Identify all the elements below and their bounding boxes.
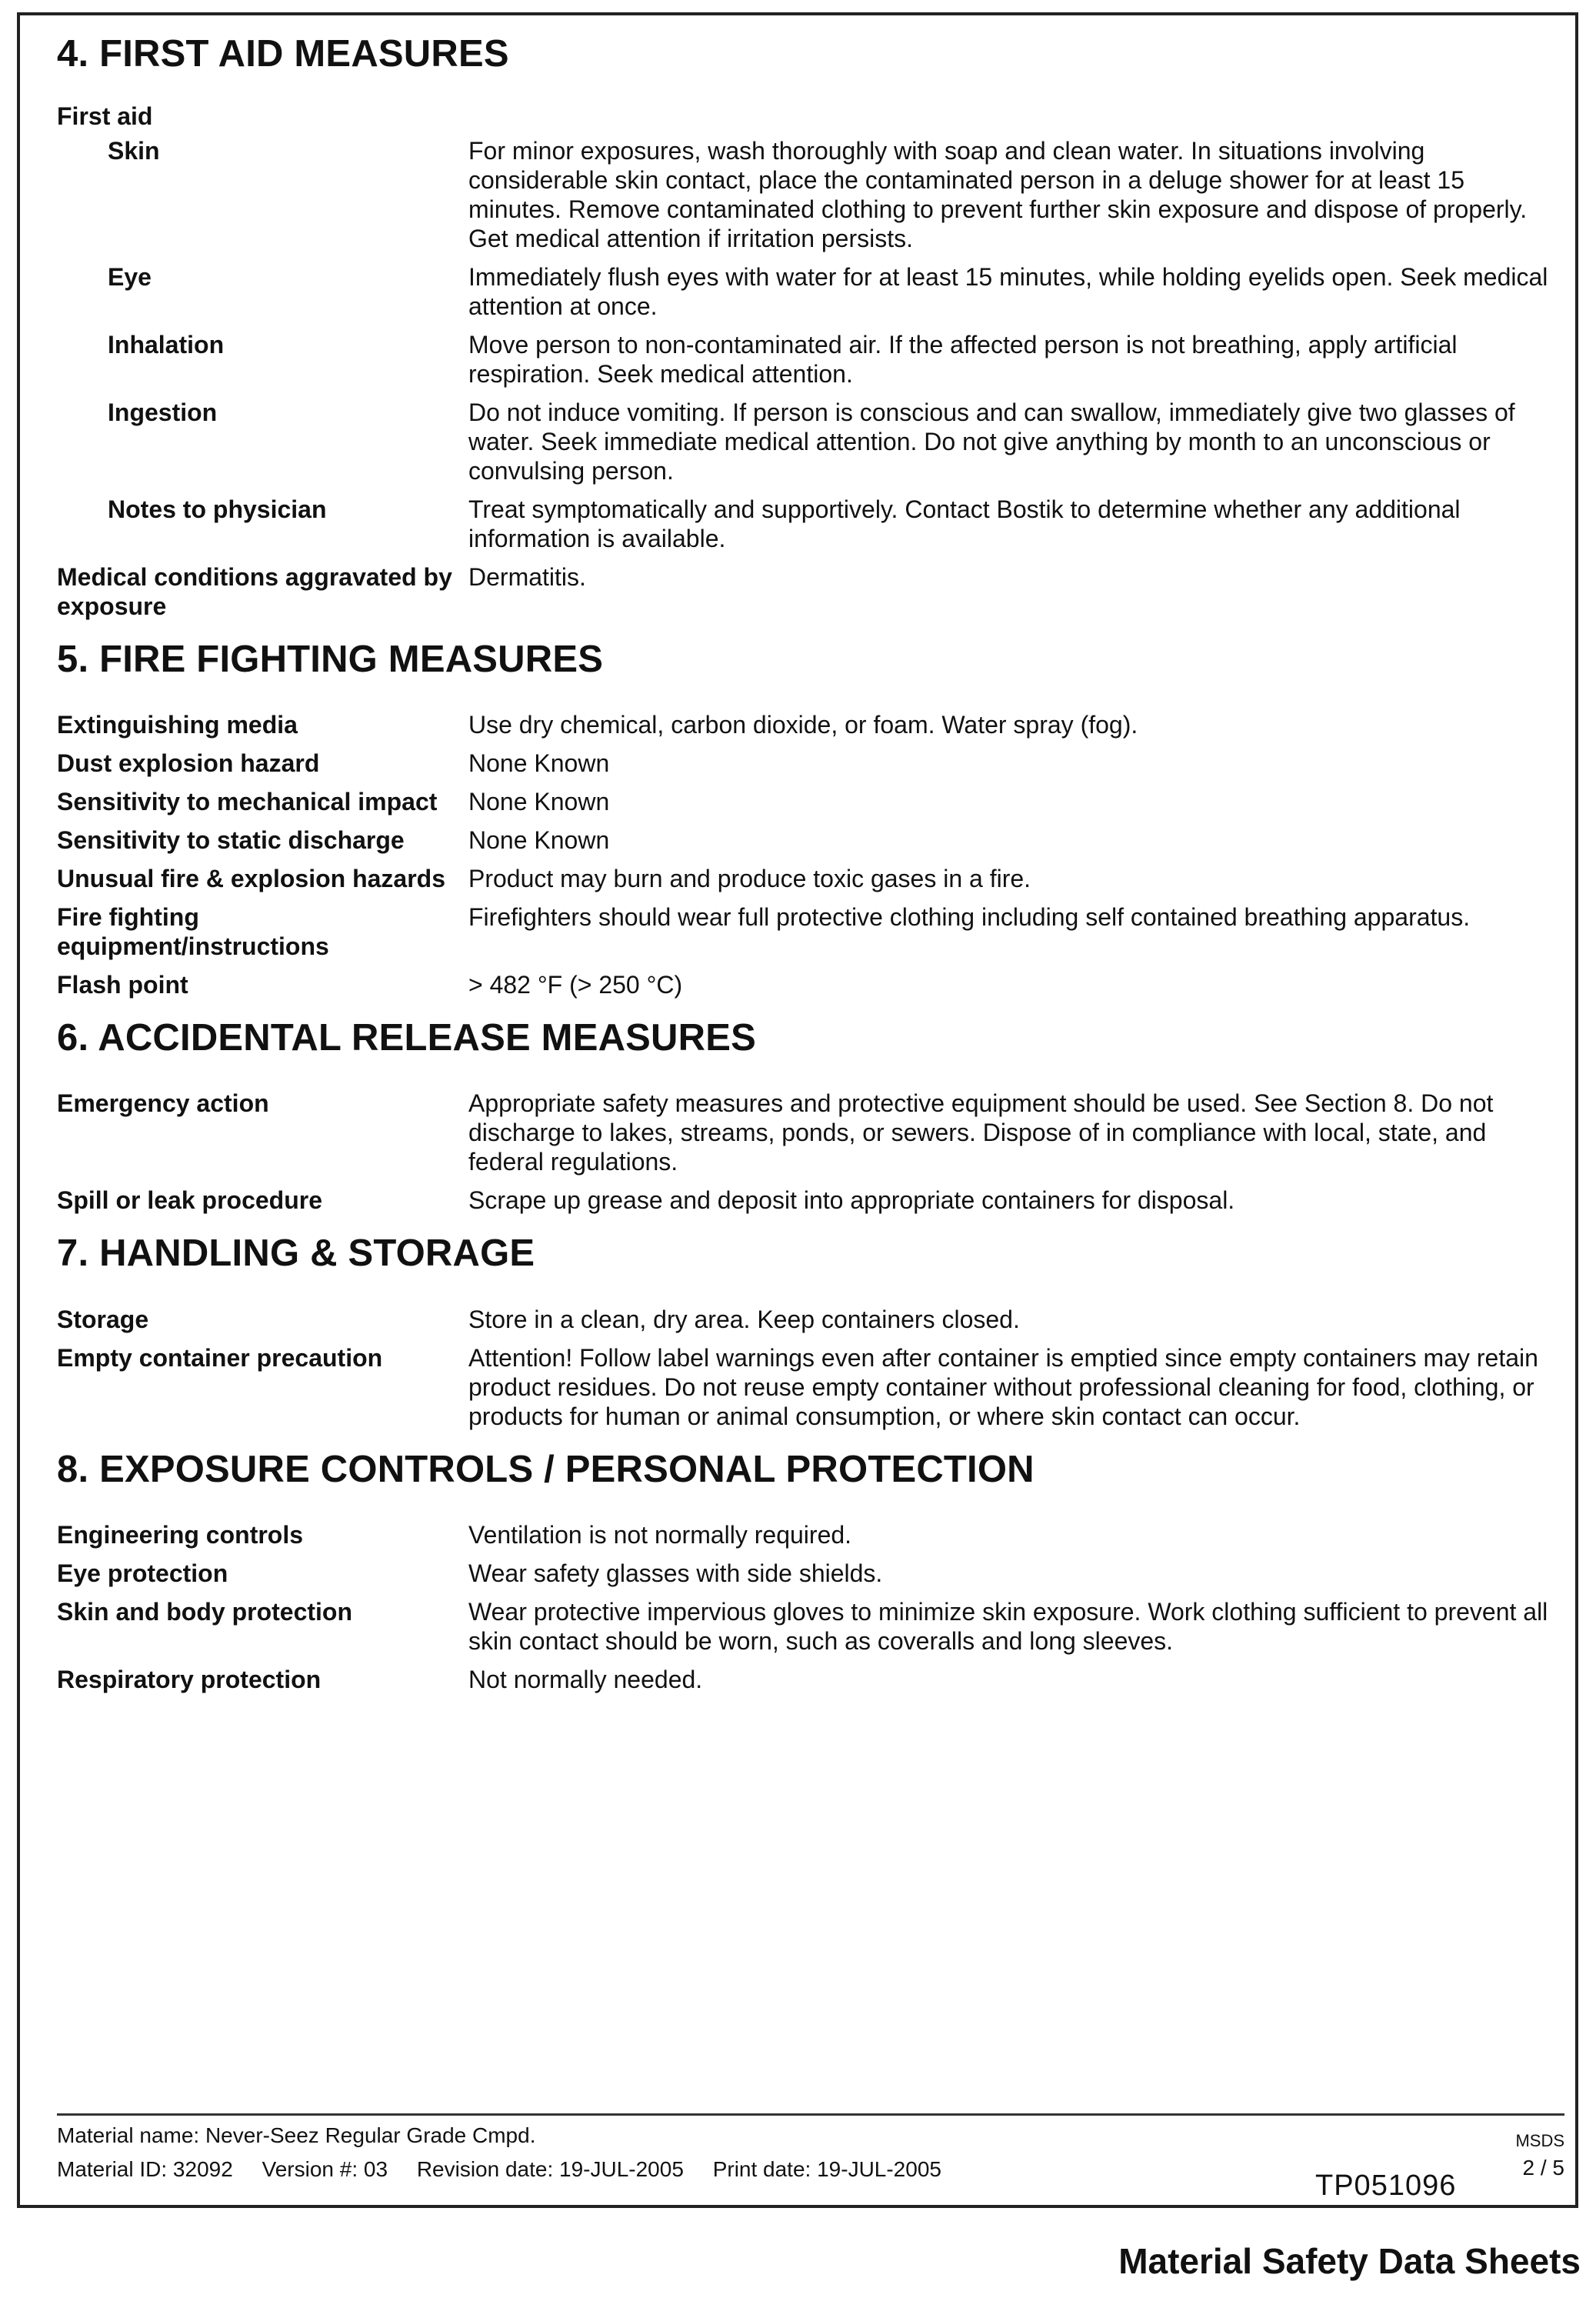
section-accidental-release [57,1016,1564,1215]
row-value: Use dry chemical, carbon dioxide, or foam. Water spray (fog). [468,711,1138,739]
row-label: Storage [57,1305,149,1333]
row-value: None Known [468,826,610,855]
row-label: Empty container precaution [57,1343,383,1372]
row-value: Ventilation is not normally required. [468,1521,852,1549]
document-title: Material Safety Data Sheets [1118,2241,1581,2281]
row-value: Store in a clean, dry area. Keep containers closed. [468,1305,1020,1333]
footer-material-name: Material name: Never-Seez Regular Grade Cmpd. [57,2123,536,2147]
first-aid-row-skin [57,136,1564,253]
row-value: Dermatitis. [468,562,586,591]
row-value: Scrape up grease and deposit into appropriate containers for disposal. [468,1186,1235,1215]
row-value: Move person to non-contaminated air. If the affected person is not breathing, apply artificial respiration. Seek medical attention. [468,330,1458,388]
row-value: Immediately flush eyes with water for at least 15 minutes, while holding eyelids open. Seek medical attention at once. [468,262,1548,320]
section-heading: 8. EXPOSURE CONTROLS / PERSONAL PROTECTION [57,1448,1035,1490]
fire-row [57,787,1564,816]
row-label: Skin [108,136,160,165]
footer-revision-date: Revision date: 19-JUL-2005 [416,2157,684,2181]
fire-row [57,970,1564,999]
row-label: Sensitivity to mechanical impact [57,788,438,816]
row-label: Engineering controls [57,1521,304,1549]
footer-material-id: Material ID: 32092 [57,2157,233,2181]
section-handling-storage [57,1232,1564,1430]
section-heading: 5. FIRE FIGHTING MEASURES [57,638,604,680]
row-value: Wear protective impervious gloves to minimize skin exposure. Work clothing sufficient to prevent all skin contact should be worn, such as coveralls and long sleeves. [468,1598,1548,1656]
first-aid-row-notes [57,495,1564,553]
row-value: Product may burn and produce toxic gases in a fire. [468,865,1031,893]
row-label: Unusual fire & explosion hazards [57,865,445,893]
row-value: Attention! Follow label warnings even after container is emptied since empty containers may retain product residues. Do not reuse empty container without professional cleaning for food, clothing, or products for human or animal consumption, or where skin contact can occur. [468,1343,1538,1430]
row-value: Treat symptomatically and supportively. Contact Bostik to determine whether any additional information is available. [468,495,1461,552]
exposure-row [57,1520,1564,1549]
row-value: > 482 °F (> 250 °C) [468,971,683,999]
page-content [57,32,1564,1703]
first-aid-row-aggravated [57,562,1564,621]
row-label: Extinguishing media [57,711,298,739]
first-aid-row-ingestion [57,398,1564,485]
page-footer [57,2113,1564,2202]
footer-print-date: Print date: 19-JUL-2005 [712,2157,941,2181]
row-label: Sensitivity to static discharge [57,826,405,855]
footer-meta [57,2157,965,2182]
row-value: Firefighters should wear full protective clothing including self contained breathing apparatus. [468,903,1471,932]
fire-row [57,710,1564,739]
row-value: Wear safety glasses with side shields. [468,1559,883,1588]
handling-row [57,1305,1564,1334]
fire-row [57,902,1564,961]
exposure-row [57,1597,1564,1656]
section-fire-fighting [57,638,1564,999]
row-label: Eye [108,262,152,291]
row-label: Notes to physician [108,495,327,523]
row-value: Not normally needed. [468,1666,703,1694]
msds-page [17,12,1578,2208]
exposure-row [57,1665,1564,1694]
row-label: Respiratory protection [57,1666,322,1694]
fire-row [57,749,1564,778]
row-value: None Known [468,788,610,816]
first-aid-row-inhalation [57,330,1564,389]
row-label: Dust explosion hazard [57,749,320,778]
row-value: None Known [468,749,610,778]
row-label: Medical conditions aggravated by exposure [57,562,452,620]
row-value: For minor exposures, wash thoroughly with soap and clean water. In situations involving considerable skin contact, place the contaminated person in a deluge shower for at least 15 minutes. Remove contaminated clothing to prevent further skin exposure and dispose of properly. Get medical attention if irritation persists. [468,136,1528,252]
footer-msds-label: MSDS [1515,2131,1564,2150]
section-first-aid [57,32,1564,621]
subheading-first-aid: First aid [57,102,153,131]
release-row [57,1186,1564,1215]
section-heading: 4. FIRST AID MEASURES [57,33,509,75]
row-value: Do not induce vomiting. If person is conscious and can swallow, immediately give two glasses of water. Seek immediate medical attention. Do not give anything by month to an unconscious or convulsing person. [468,398,1515,485]
row-label: Ingestion [108,398,218,426]
row-label: Skin and body protection [57,1598,353,1626]
fire-row [57,864,1564,893]
row-label: Spill or leak procedure [57,1186,322,1215]
row-label: Flash point [57,971,188,999]
first-aid-row-eye [57,262,1564,321]
footer-page-number: 2 / 5 [1522,2156,1564,2180]
exposure-row [57,1559,1564,1588]
row-label: Eye protection [57,1559,228,1588]
release-row [57,1089,1564,1176]
row-label: Fire fighting equipment/instructions [57,903,329,961]
footer-version: Version #: 03 [262,2157,388,2181]
fire-row [57,825,1564,855]
row-label: Emergency action [57,1089,269,1118]
footer-code: TP051096 [1315,2170,1457,2202]
section-heading: 6. ACCIDENTAL RELEASE MEASURES [57,1017,756,1059]
section-exposure-controls [57,1448,1564,1694]
section-heading: 7. HANDLING & STORAGE [57,1232,535,1275]
handling-row [57,1343,1564,1431]
row-label: Inhalation [108,330,225,359]
row-value: Appropriate safety measures and protective equipment should be used. See Section 8. Do not discharge to lakes, streams, ponds, or sewers. Dispose of in compliance with local, state, and federal regulations. [468,1089,1494,1176]
